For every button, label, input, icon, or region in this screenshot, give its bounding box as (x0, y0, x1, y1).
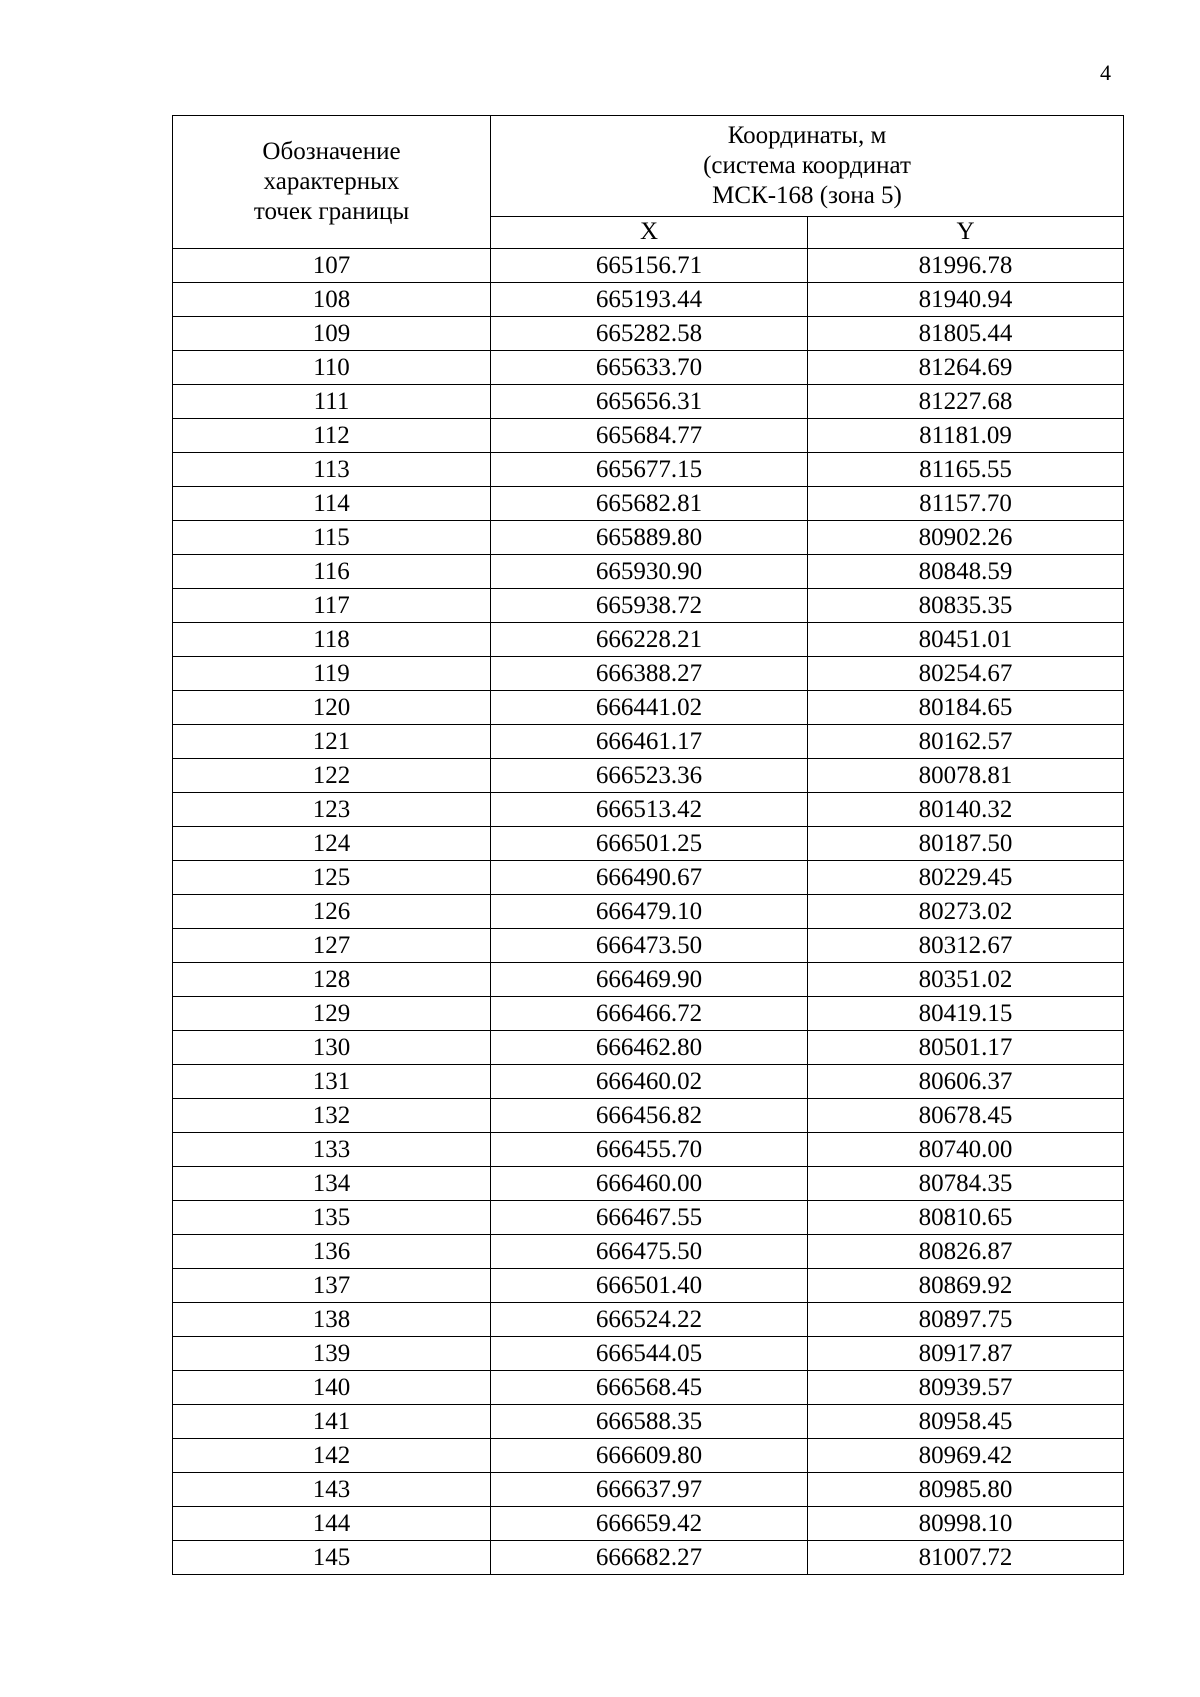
y-coordinate-cell: 81227.68 (808, 385, 1124, 419)
point-number-cell: 133 (173, 1133, 491, 1167)
header-y: Y (808, 216, 1124, 248)
point-number-cell: 130 (173, 1031, 491, 1065)
x-coordinate-cell: 666462.80 (491, 1031, 808, 1065)
x-coordinate-cell: 665682.81 (491, 487, 808, 521)
x-coordinate-cell: 666588.35 (491, 1405, 808, 1439)
page-number: 4 (1100, 60, 1111, 85)
table-row (173, 1405, 1124, 1439)
point-number-cell: 107 (173, 249, 491, 283)
y-coordinate-cell: 80273.02 (808, 895, 1124, 929)
point-number-cell: 117 (173, 589, 491, 623)
y-coordinate-cell: 80312.67 (808, 929, 1124, 963)
x-coordinate-cell: 666228.21 (491, 623, 808, 657)
x-coordinate-cell: 665684.77 (491, 419, 808, 453)
table-row (173, 317, 1124, 351)
y-coordinate-cell: 81996.78 (808, 249, 1124, 283)
table-row (173, 589, 1124, 623)
x-coordinate-cell: 666682.27 (491, 1541, 808, 1575)
table-row (173, 861, 1124, 895)
table-row (173, 929, 1124, 963)
x-coordinate-cell: 666467.55 (491, 1201, 808, 1235)
point-number-cell: 111 (173, 385, 491, 419)
table-row (173, 555, 1124, 589)
point-number-cell: 129 (173, 997, 491, 1031)
x-coordinate-cell: 666501.40 (491, 1269, 808, 1303)
table-row (173, 487, 1124, 521)
x-coordinate-cell: 666388.27 (491, 657, 808, 691)
point-number-cell: 127 (173, 929, 491, 963)
table-row (173, 759, 1124, 793)
y-coordinate-cell: 80140.32 (808, 793, 1124, 827)
y-coordinate-cell: 81264.69 (808, 351, 1124, 385)
x-coordinate-cell: 666637.97 (491, 1473, 808, 1507)
table-row (173, 1269, 1124, 1303)
point-number-cell: 128 (173, 963, 491, 997)
table-row (173, 1439, 1124, 1473)
y-coordinate-cell: 80897.75 (808, 1303, 1124, 1337)
x-coordinate-cell: 665677.15 (491, 453, 808, 487)
x-coordinate-cell: 666475.50 (491, 1235, 808, 1269)
x-coordinate-cell: 665930.90 (491, 555, 808, 589)
point-number-cell: 121 (173, 725, 491, 759)
x-coordinate-cell: 666461.17 (491, 725, 808, 759)
x-coordinate-cell: 666455.70 (491, 1133, 808, 1167)
point-number-cell: 115 (173, 521, 491, 555)
point-number-cell: 131 (173, 1065, 491, 1099)
y-coordinate-cell: 81007.72 (808, 1541, 1124, 1575)
table-row (173, 351, 1124, 385)
y-coordinate-cell: 80254.67 (808, 657, 1124, 691)
y-coordinate-cell: 80351.02 (808, 963, 1124, 997)
y-coordinate-cell: 80835.35 (808, 589, 1124, 623)
y-coordinate-cell: 80958.45 (808, 1405, 1124, 1439)
header-coordinates (491, 116, 1124, 217)
table-row (173, 1201, 1124, 1235)
point-number-cell: 122 (173, 759, 491, 793)
table-row (173, 1303, 1124, 1337)
coordinates-table (172, 115, 1124, 1575)
table-row (173, 1337, 1124, 1371)
y-coordinate-cell: 80902.26 (808, 521, 1124, 555)
point-number-cell: 123 (173, 793, 491, 827)
y-coordinate-cell: 80826.87 (808, 1235, 1124, 1269)
table-row (173, 1099, 1124, 1133)
x-coordinate-cell: 666456.82 (491, 1099, 808, 1133)
y-coordinate-cell: 80985.80 (808, 1473, 1124, 1507)
point-number-cell: 125 (173, 861, 491, 895)
y-coordinate-cell: 80939.57 (808, 1371, 1124, 1405)
table-row (173, 1473, 1124, 1507)
table-row (173, 1031, 1124, 1065)
point-number-cell: 136 (173, 1235, 491, 1269)
table-row (173, 657, 1124, 691)
table-row (173, 623, 1124, 657)
table-row (173, 419, 1124, 453)
y-coordinate-cell: 80848.59 (808, 555, 1124, 589)
x-coordinate-cell: 666659.42 (491, 1507, 808, 1541)
x-coordinate-cell: 666568.45 (491, 1371, 808, 1405)
y-coordinate-cell: 81940.94 (808, 283, 1124, 317)
table-row (173, 725, 1124, 759)
table-row (173, 283, 1124, 317)
x-coordinate-cell: 666460.02 (491, 1065, 808, 1099)
y-coordinate-cell: 80419.15 (808, 997, 1124, 1031)
header-point-designation (173, 116, 491, 249)
x-coordinate-cell: 666490.67 (491, 861, 808, 895)
y-coordinate-cell: 80606.37 (808, 1065, 1124, 1099)
table-row (173, 895, 1124, 929)
x-coordinate-cell: 665889.80 (491, 521, 808, 555)
header-point-line-2: характерных (263, 168, 400, 195)
table-row (173, 997, 1124, 1031)
y-coordinate-cell: 80678.45 (808, 1099, 1124, 1133)
x-coordinate-cell: 665633.70 (491, 351, 808, 385)
table-row (173, 1167, 1124, 1201)
x-coordinate-cell: 666460.00 (491, 1167, 808, 1201)
y-coordinate-cell: 80078.81 (808, 759, 1124, 793)
y-coordinate-cell: 80810.65 (808, 1201, 1124, 1235)
y-coordinate-cell: 81157.70 (808, 487, 1124, 521)
y-coordinate-cell: 80869.92 (808, 1269, 1124, 1303)
x-coordinate-cell: 666544.05 (491, 1337, 808, 1371)
table-row (173, 1065, 1124, 1099)
table-row (173, 453, 1124, 487)
table-row (173, 1507, 1124, 1541)
table-header (173, 116, 1124, 249)
point-number-cell: 110 (173, 351, 491, 385)
x-coordinate-cell: 665193.44 (491, 283, 808, 317)
point-number-cell: 109 (173, 317, 491, 351)
point-number-cell: 119 (173, 657, 491, 691)
header-coords-line-2: (система координат (703, 151, 911, 179)
table-row (173, 691, 1124, 725)
y-coordinate-cell: 80969.42 (808, 1439, 1124, 1473)
header-x: X (491, 216, 808, 248)
x-coordinate-cell: 666469.90 (491, 963, 808, 997)
table-row (173, 963, 1124, 997)
header-coords-line-3: МСК-168 (зона 5) (712, 181, 902, 209)
x-coordinate-cell: 665656.31 (491, 385, 808, 419)
point-number-cell: 118 (173, 623, 491, 657)
x-coordinate-cell: 666466.72 (491, 997, 808, 1031)
y-coordinate-cell: 80998.10 (808, 1507, 1124, 1541)
point-number-cell: 144 (173, 1507, 491, 1541)
x-coordinate-cell: 665938.72 (491, 589, 808, 623)
table-row (173, 521, 1124, 555)
point-number-cell: 142 (173, 1439, 491, 1473)
x-coordinate-cell: 666513.42 (491, 793, 808, 827)
y-coordinate-cell: 80740.00 (808, 1133, 1124, 1167)
table-row (173, 1541, 1124, 1575)
y-coordinate-cell: 81181.09 (808, 419, 1124, 453)
x-coordinate-cell: 666609.80 (491, 1439, 808, 1473)
point-number-cell: 140 (173, 1371, 491, 1405)
point-number-cell: 135 (173, 1201, 491, 1235)
table-row (173, 249, 1124, 283)
table-row (173, 827, 1124, 861)
header-point-line-1: Обозначение (262, 138, 401, 165)
point-number-cell: 113 (173, 453, 491, 487)
point-number-cell: 116 (173, 555, 491, 589)
table-row (173, 385, 1124, 419)
y-coordinate-cell: 80917.87 (808, 1337, 1124, 1371)
x-coordinate-cell: 666441.02 (491, 691, 808, 725)
y-coordinate-cell: 80184.65 (808, 691, 1124, 725)
table-row (173, 1371, 1124, 1405)
y-coordinate-cell: 80229.45 (808, 861, 1124, 895)
header-coords-line-1: Координаты, м (727, 121, 887, 149)
point-number-cell: 141 (173, 1405, 491, 1439)
y-coordinate-cell: 80187.50 (808, 827, 1124, 861)
point-number-cell: 139 (173, 1337, 491, 1371)
y-coordinate-cell: 81805.44 (808, 317, 1124, 351)
x-coordinate-cell: 666473.50 (491, 929, 808, 963)
table-row (173, 1235, 1124, 1269)
y-coordinate-cell: 81165.55 (808, 453, 1124, 487)
point-number-cell: 137 (173, 1269, 491, 1303)
table-row (173, 793, 1124, 827)
x-coordinate-cell: 666501.25 (491, 827, 808, 861)
point-number-cell: 138 (173, 1303, 491, 1337)
table-row (173, 1133, 1124, 1167)
x-coordinate-cell: 666479.10 (491, 895, 808, 929)
point-number-cell: 112 (173, 419, 491, 453)
y-coordinate-cell: 80784.35 (808, 1167, 1124, 1201)
point-number-cell: 143 (173, 1473, 491, 1507)
point-number-cell: 124 (173, 827, 491, 861)
y-coordinate-cell: 80162.57 (808, 725, 1124, 759)
x-coordinate-cell: 666524.22 (491, 1303, 808, 1337)
point-number-cell: 134 (173, 1167, 491, 1201)
point-number-cell: 108 (173, 283, 491, 317)
x-coordinate-cell: 666523.36 (491, 759, 808, 793)
point-number-cell: 145 (173, 1541, 491, 1575)
point-number-cell: 114 (173, 487, 491, 521)
table-body (173, 249, 1124, 1575)
y-coordinate-cell: 80501.17 (808, 1031, 1124, 1065)
y-coordinate-cell: 80451.01 (808, 623, 1124, 657)
point-number-cell: 120 (173, 691, 491, 725)
point-number-cell: 132 (173, 1099, 491, 1133)
header-point-line-3: точек границы (253, 198, 410, 225)
x-coordinate-cell: 665156.71 (491, 249, 808, 283)
point-number-cell: 126 (173, 895, 491, 929)
x-coordinate-cell: 665282.58 (491, 317, 808, 351)
